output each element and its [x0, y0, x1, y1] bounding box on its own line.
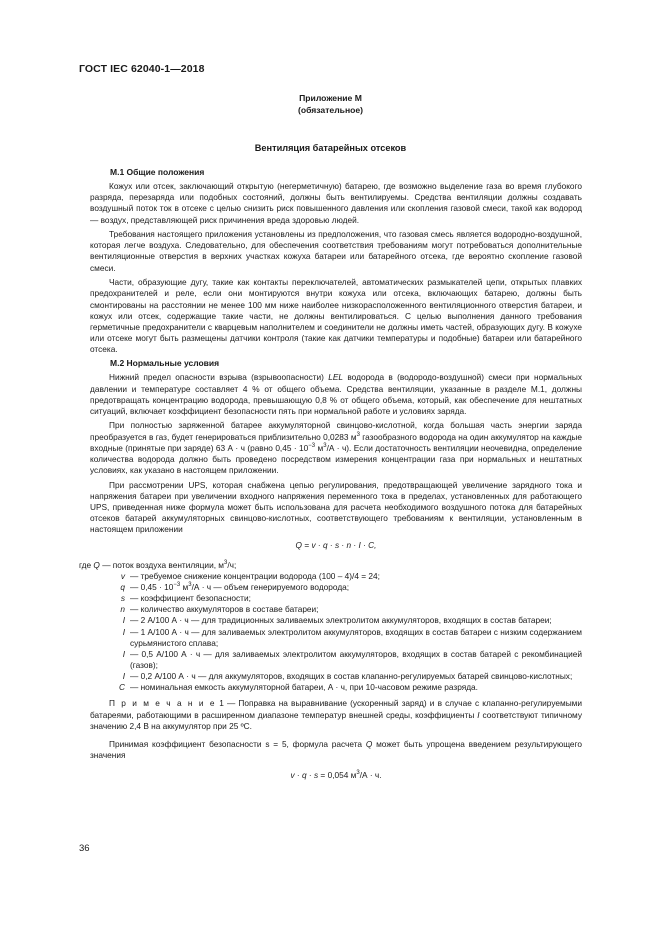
- definition-item: I — 0,5 А/100 А · ч — для заливаемых электролитом аккумуляторов, входящих в состав батарей с рекомбинацией (газов);: [122, 648, 582, 670]
- paragraph: При полностью заряженной батарее аккумуляторной свинцово-кислотной, когда большая часть энергии заряда преобразуется в газ, будет генерироваться приблизительно 0,0283 $м^3$ газообразного водорода на один аккумулятор на каждые входные (принятые при заряде) 63 А · ч (равно $0,45 \cdot 10^{-3}$ $м^3/А \cdot ч$). Если достаточность вентиляции неочевидна, определение количества водорода должно быть проведено посредством измерения концентрации газа при нормальных и нештатных условиях, как указано в настоящем приложении.: [90, 420, 583, 476]
- paragraph: Кожух или отсек, заключающий открытую (негерметичную) батарею, где возможно выделение газа во время глубокого разряда, перезаряда или подобных состояний, должны быть вентилируемы. Средства вентиляции должны создавать воздушный поток ток в отсеке с целью снизить риск повышенного давления или скопления газовой смеси, такой как водород — воздух, представляющей риск причинения вреда здоровью людей.: [90, 181, 582, 225]
- section-heading-m1: М.1 Общие положения: [110, 167, 205, 177]
- definition-item: C — номинальная емкость аккумуляторной батареи, А · ч, при 10-часовом режиме разряда.: [119, 682, 478, 693]
- formula-q: Q = v · q · s · n · I · C,: [295, 540, 377, 551]
- page-number: 36: [79, 843, 90, 854]
- paragraph: Требования настоящего приложения установлены из предположения, что газовая смесь является водородно-воздушной, которая легче воздуха. Следовательно, для обеспечения соответствия требованиям могут потребоваться дополнительные вентиляционные отверстия в верхних участках кожуха батареи или батарейного отсека, где вероятно скопление газовой смеси.: [90, 229, 582, 273]
- standard-designation: ГОСТ IEC 62040-1—2018: [79, 63, 205, 75]
- paragraph: Части, образующие дугу, такие как контакты переключателей, автоматических размыкателей цепи, открытых плавких предохранителей и реле, если они монтируются внутри кожуха или отсека, включающих батарею, должны быть смонтированы на расстоянии не менее 100 мм ниже наиболее низкорасположенного вентиляционного отверстия батареи, и кожух или отсек, содержащие такие части, не должны вентилироваться. С целью выполнения данного требования герметичные предохранители с кварцевым наполнителем и соединители не должны иметь частей, образующих дугу. В кожухе или отсеке могут быть размещены датчики контроля (такие как датчики температуры и подобные) батареи или батарейного отсека.: [90, 277, 582, 355]
- formula-simplified: v · q · s = 0,054 $м^3/А \cdot ч$.: [290, 770, 382, 781]
- definition-item: v — требуемое снижение концентрации водорода (100 – 4)/4 = 24;: [120, 570, 380, 581]
- definitions-list: [79, 559, 582, 694]
- section-heading-m2: М.2 Нормальные условия: [110, 358, 220, 369]
- paragraph: При рассмотрении UPS, которая снабжена цепью регулирования, предотвращающей увеличение зарядного тока и напряжения батареи при увеличении входного напряжения переменного тока в пределах, установленных для работающего UPS, приведенная ниже формула может быть использована для расчета необходимого воздушного потока для батарейных отсеков батарей аккумуляторных свинцово-кислотных, соответствующего требованиям к вентиляции, установленным в настоящем приложении: [90, 479, 582, 535]
- definition-item: s — коэффициент безопасности;: [120, 593, 251, 604]
- definition-item: I — 0,2 А/100 А · ч — для аккумуляторов, входящих в состав клапанно-регулируемых батарей свинцово-кислотных;: [122, 671, 573, 682]
- note-paragraph: П р и м е ч а н и е 1 — Поправка на выравнивание (ускоренный заряд) и в случае с клапанно-регулируемыми батареями, работающими в расширенном диапазоне температур внешней среды, коэффициенты I соответствуют типичному значению 2,4 В на аккумулятор при 25 ºС.: [90, 698, 583, 731]
- section-title: Вентиляция батарейных отсеков: [254, 143, 407, 153]
- document-body: [79, 167, 583, 781]
- definition-item: I — 2 А/100 А · ч — для традиционных заливаемых электролитом аккумуляторов, входящих в состав батареи;: [122, 615, 552, 626]
- appendix-header: [79, 92, 582, 116]
- paragraph: Принимая коэффициент безопасности s = 5, формула расчета Q может быть упрощена введением результирующего значения: [90, 738, 582, 761]
- definition-item: q — $0,45 \cdot 10^{-3}$ $м^3/А \cdot ч$ — объем генерируемого водорода;: [120, 581, 350, 592]
- definition-item: n — количество аккумуляторов в составе батареи;: [120, 604, 319, 615]
- appendix-title: Приложение М: [299, 93, 362, 103]
- paragraph: Нижний предел опасности взрыва (взрывоопасности) LEL водорода в (водородо-воздушной) смеси при нормальных давлении и температуре составляет 4 % от общего объема. Средства вентиляции, указанные в разделе М.1, должны предотвращать концентрацию водорода, превышающую 0,8 % от общего объема, который, как обеспечение для нештатных ситуаций, включает коэффициент безопасности пять при нормальной работе и условиях заряда.: [90, 372, 582, 416]
- appendix-status: (обязательное): [297, 105, 364, 115]
- definition-item: где Q — поток воздуха вентиляции, $м^3/ч$;: [79, 559, 237, 570]
- definition-item: I — 1 А/100 А · ч — для заливаемых электролитом аккумуляторов, входящих в состав батареи с низким содержанием сурьмянистого сплава;: [122, 626, 582, 648]
